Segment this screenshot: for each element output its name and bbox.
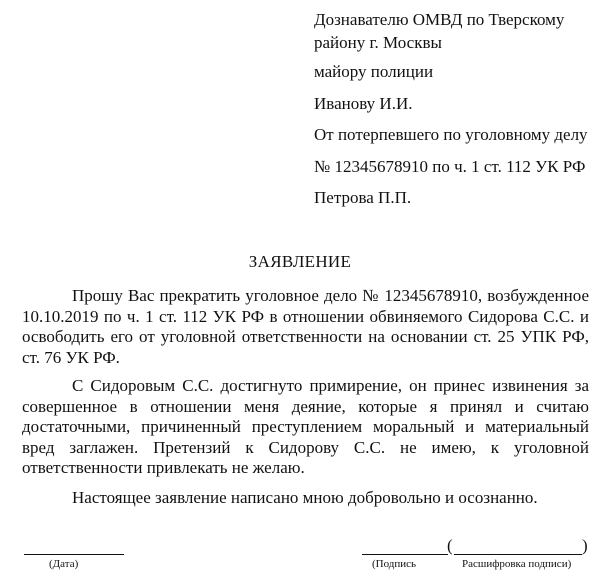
paragraph-reconciliation	[22, 376, 589, 479]
decoding-caption: Расшифровка подписи)	[462, 558, 572, 570]
paragraph-line: ответственности привлекать не желаю.	[22, 458, 305, 477]
paragraph-voluntary	[22, 488, 589, 509]
addressee-line-2: району г. Москвы	[314, 33, 442, 52]
paragraph-line: 10.10.2019 по ч. 1 ст. 112 УК РФ в отношении обвиняемого Сидорова С.С. и	[22, 306, 589, 326]
open-paren: (	[447, 536, 453, 555]
paragraph-line: вред заглажен. Претензий к Сидорову С.С. не имею, к уголовной	[22, 437, 589, 457]
signature-row	[0, 536, 600, 580]
sender-line-1: От потерпевшего по уголовному делу	[314, 125, 588, 144]
sender-line-2: № 12345678910 по ч. 1 ст. 112 УК РФ	[314, 157, 586, 176]
paragraph-line: освободить его от уголовной ответственности на основании ст. 25 УПК РФ,	[22, 327, 589, 346]
paragraph-line: С Сидоровым С.С. достигнуто примирение, он принес извинения за	[72, 376, 589, 395]
signature-decoding-line[interactable]	[454, 554, 582, 555]
paragraph-line: Прошу Вас прекратить уголовное дело № 12345678910, возбужденное	[72, 286, 589, 305]
date-caption: (Дата)	[49, 558, 79, 570]
close-paren: )	[582, 536, 588, 555]
paragraph-line: достаточными, причиненный преступлением моральный и материальный	[22, 417, 589, 436]
date-line[interactable]	[24, 554, 124, 555]
paragraph-request	[22, 286, 589, 368]
document-title: ЗАЯВЛЕНИЕ	[248, 252, 352, 271]
addressee-rank: майору полиции	[314, 62, 434, 81]
signature-line[interactable]	[362, 554, 448, 555]
paragraph-line: ст. 76 УК РФ.	[22, 347, 120, 367]
paragraph-line: Настоящее заявление написано мною добровольно и осознанно.	[72, 488, 538, 507]
addressee-line-1: Дознавателю ОМВД по Тверскому	[314, 10, 565, 29]
addressee-name: Иванову И.И.	[314, 94, 413, 113]
paragraph-line: совершенное в отношении меня деяние, которые я принял и считаю	[22, 396, 589, 416]
signature-caption: (Подпись	[372, 558, 417, 570]
sender-name: Петрова П.П.	[314, 188, 412, 207]
